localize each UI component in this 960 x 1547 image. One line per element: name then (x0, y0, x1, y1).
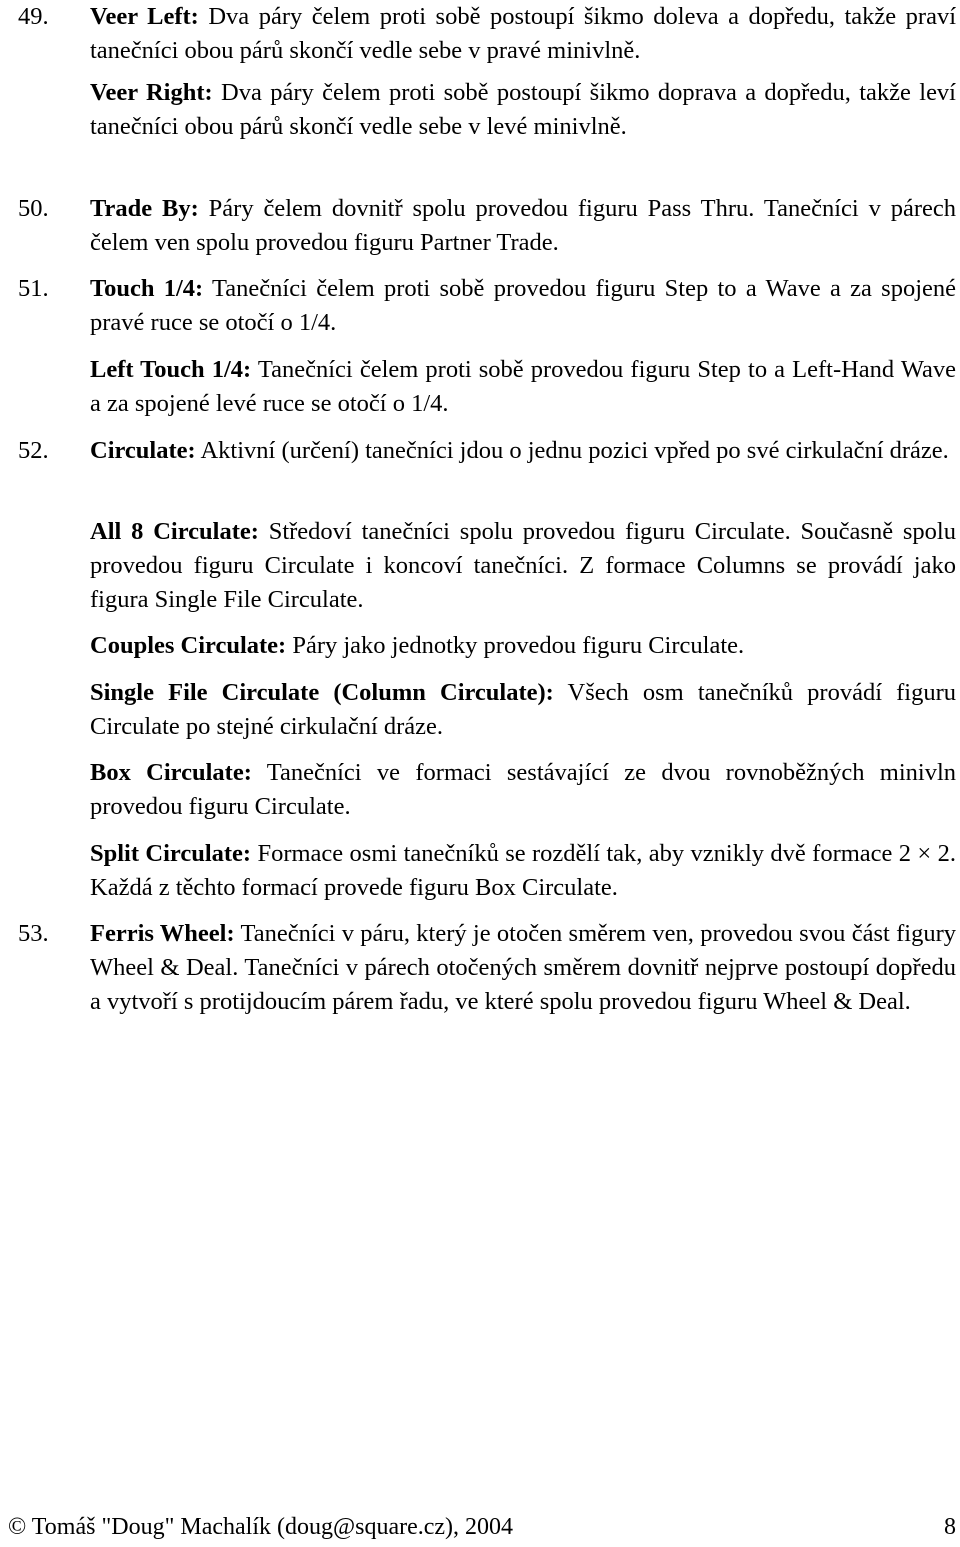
definition (90, 515, 956, 617)
definition (90, 353, 956, 421)
definition (90, 917, 956, 1019)
definition (90, 0, 956, 68)
term: Box Circulate: (90, 759, 252, 786)
term: Couples Circulate: (90, 632, 287, 659)
term: Left Touch 1/4: (90, 356, 252, 383)
definition (90, 272, 956, 340)
page-number: 8 (944, 1514, 956, 1540)
definition-text: Tanečníci čelem proti sobě provedou figuru Step to a Left-Hand Wave a za spojené levé ruce se otočí o 1/4. (90, 356, 956, 417)
term: All 8 Circulate: (90, 518, 259, 545)
definition-text: Tanečníci čelem proti sobě provedou figuru Step to a Wave a za spojené pravé ruce se otočí o 1/4. (90, 275, 956, 336)
definition-text: Středoví tanečníci spolu provedou figuru Circulate. Současně spolu provedou figuru Circulate i koncoví tanečníci. Z formace Columns se provádí jako figura Single File Circulate. (90, 518, 956, 613)
definition (90, 434, 956, 468)
footer-copyright: © Tomáš "Doug" Machalík (doug@square.cz), 2004 (8, 1514, 514, 1540)
term: Trade By: (90, 195, 199, 222)
definition-text: Formace osmi tanečníků se rozdělí tak, aby vznikly dvě formace 2 × 2. Každá z těchto formací provede figuru Box Circulate. (90, 840, 956, 901)
item-number: 50. (18, 195, 49, 222)
definition-text: Páry jako jednotky provedou figuru Circulate. (286, 632, 745, 659)
definition (90, 629, 956, 663)
term: Touch 1/4: (90, 275, 204, 302)
definition (90, 676, 956, 744)
definition (90, 756, 956, 824)
definition (90, 192, 956, 260)
definition (90, 837, 956, 905)
definition-text: Tanečníci v páru, který je otočen směrem ven, provedou svou část figury Wheel & Deal. Tanečníci v párech otočených směrem dovnitř nejprve postoupí dopředu a vytvoří s protijdoucím párem řadu, ve které spolu provedou figuru Wheel & Deal. (90, 920, 957, 1015)
term: Circulate: (90, 437, 196, 464)
term: Ferris Wheel: (90, 920, 235, 947)
definition-text: Aktivní (určení) tanečníci jdou o jednu pozici vpřed po své cirkulační dráze. (195, 437, 949, 464)
definition-text: Páry čelem dovnitř spolu provedou figuru Pass Thru. Tanečníci v párech čelem ven spolu provedou figuru Partner Trade. (90, 195, 956, 256)
term: Single File Circulate (Column Circulate): (90, 679, 554, 706)
term: Split Circulate: (90, 840, 252, 867)
term: Veer Left: (90, 3, 199, 30)
definition-text: Všech osm tanečníků provádí figuru Circulate po stejné cirkulační dráze. (90, 679, 957, 740)
item-number: 52. (18, 437, 49, 464)
term: Veer Right: (90, 79, 213, 106)
definition-text: Tanečníci ve formaci sestávající ze dvou rovnoběžných minivln provedou figuru Circulate. (90, 759, 956, 820)
definition-text: Dva páry čelem proti sobě postoupí šikmo doprava a dopředu, takže leví tanečníci obou párů skončí vedle sebe v levé minivlně. (90, 79, 956, 140)
item-number: 51. (18, 275, 49, 302)
definition-text: Dva páry čelem proti sobě postoupí šikmo doleva a dopředu, takže praví tanečníci obou párů skončí vedle sebe v pravé minivlně. (90, 3, 956, 64)
definition (90, 76, 956, 144)
item-number: 53. (18, 920, 49, 947)
item-number: 49. (18, 3, 49, 30)
